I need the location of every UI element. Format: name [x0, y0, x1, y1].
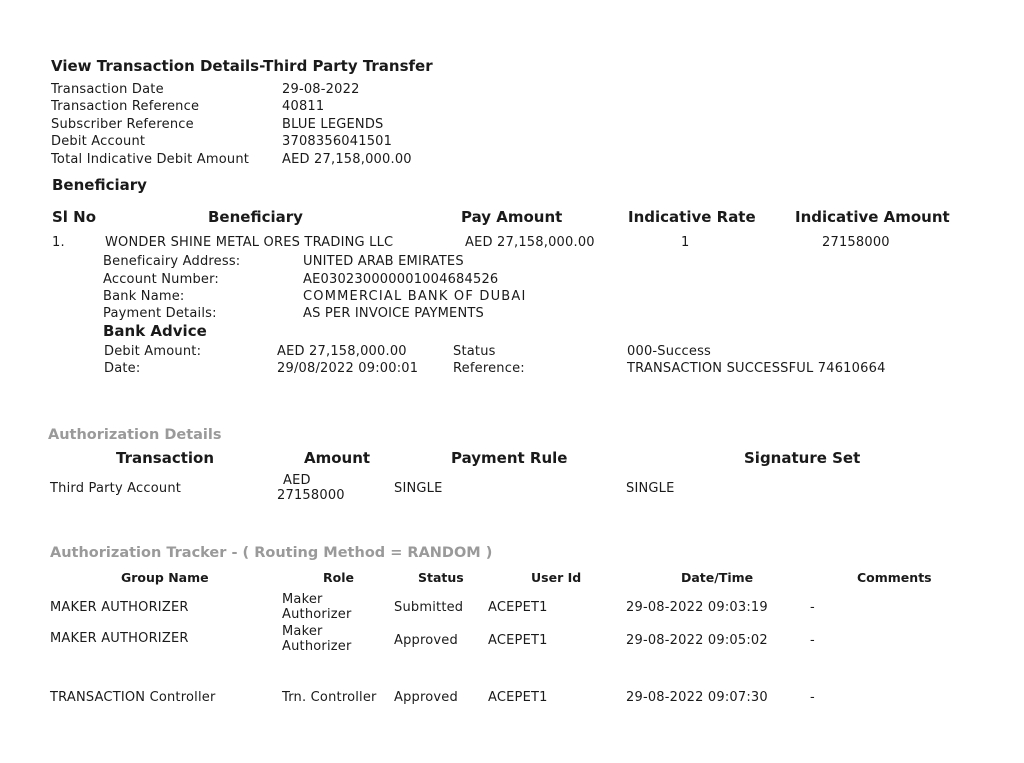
detail-value: AE030230000001004684526: [303, 272, 499, 287]
signature-set-cell: SINGLE: [626, 481, 675, 496]
beneficiary-heading: Beneficiary: [52, 176, 147, 194]
beneficiary-name-cell: WONDER SHINE METAL ORES TRADING LLC: [105, 235, 394, 250]
summary-label: Debit Account: [51, 134, 146, 149]
amount-value-cell: 27158000: [277, 488, 345, 503]
datetime-cell: 29-08-2022 09:05:02: [626, 633, 768, 648]
comments-cell: -: [810, 690, 815, 705]
column-header-indicative-amount: Indicative Amount: [795, 208, 950, 226]
group-name-cell: MAKER AUTHORIZER: [50, 600, 189, 615]
date-label: Date:: [104, 361, 141, 376]
detail-label: Bank Name:: [103, 289, 185, 304]
status-label: Status: [453, 344, 496, 359]
detail-label: Payment Details:: [103, 306, 217, 321]
indicative-rate-cell: 1: [681, 235, 690, 250]
bank-advice-heading: Bank Advice: [103, 322, 207, 340]
detail-value: UNITED ARAB EMIRATES: [303, 254, 464, 269]
column-header-beneficiary: Beneficiary: [208, 208, 303, 226]
datetime-cell: 29-08-2022 09:03:19: [626, 600, 768, 615]
debit-amount-label: Debit Amount:: [104, 344, 202, 359]
summary-label: Transaction Reference: [51, 99, 200, 114]
sl-no-cell: 1.: [52, 235, 65, 250]
comments-cell: -: [810, 633, 815, 648]
summary-value: AED 27,158,000.00: [282, 152, 412, 167]
summary-value: 29-08-2022: [282, 82, 360, 97]
authorization-tracker-heading: Authorization Tracker - ( Routing Method = RANDOM ): [50, 545, 493, 561]
role-line: Authorizer: [282, 639, 352, 654]
date-value: 29/08/2022 09:00:01: [277, 361, 419, 376]
group-name-cell: MAKER AUTHORIZER: [50, 631, 189, 646]
detail-label: Account Number:: [103, 272, 219, 287]
user-id-cell: ACEPET1: [488, 600, 548, 615]
group-name-cell: TRANSACTION Controller: [50, 690, 216, 705]
column-header-payment-rule: Payment Rule: [451, 449, 568, 467]
detail-value: COMMERCIAL BANK OF DUBAI: [303, 289, 527, 304]
summary-value: BLUE LEGENDS: [282, 117, 384, 132]
role-cell: [282, 624, 352, 654]
role-line: Maker: [282, 592, 323, 607]
column-header-amount: Amount: [304, 449, 371, 467]
role-line: Maker: [282, 624, 323, 639]
summary-value: 40811: [282, 99, 325, 114]
status-value: 000-Success: [627, 344, 712, 359]
column-header-indicative-rate: Indicative Rate: [628, 208, 756, 226]
column-header-transaction: Transaction: [116, 449, 215, 467]
column-header-user-id: User Id: [531, 570, 582, 585]
user-id-cell: ACEPET1: [488, 690, 548, 705]
transaction-cell: Third Party Account: [50, 481, 182, 496]
reference-label: Reference:: [453, 361, 525, 376]
summary-label: Transaction Date: [51, 82, 164, 97]
role-cell: Trn. Controller: [282, 690, 377, 705]
column-header-comments: Comments: [857, 570, 932, 585]
detail-value: AS PER INVOICE PAYMENTS: [303, 306, 484, 321]
column-header-role: Role: [323, 570, 354, 585]
amount-currency-cell: AED: [283, 473, 311, 488]
column-header-group-name: Group Name: [121, 570, 209, 585]
datetime-cell: 29-08-2022 09:07:30: [626, 690, 768, 705]
indicative-amount-cell: 27158000: [822, 235, 890, 250]
payment-rule-cell: SINGLE: [394, 481, 443, 496]
comments-cell: -: [810, 600, 815, 615]
role-cell: [282, 592, 352, 622]
status-cell: Submitted: [394, 600, 464, 615]
detail-label: Beneficairy Address:: [103, 254, 241, 269]
user-id-cell: ACEPET1: [488, 633, 548, 648]
authorization-details-heading: Authorization Details: [48, 427, 222, 443]
summary-label: Subscriber Reference: [51, 117, 194, 132]
status-cell: Approved: [394, 633, 458, 648]
column-header-signature-set: Signature Set: [744, 449, 861, 467]
summary-label: Total Indicative Debit Amount: [51, 152, 250, 167]
debit-amount-value: AED 27,158,000.00: [277, 344, 407, 359]
page-title: View Transaction Details-Third Party Transfer: [51, 57, 433, 75]
column-header-status: Status: [418, 570, 464, 585]
role-line: Authorizer: [282, 607, 352, 622]
summary-value: 3708356041501: [282, 134, 393, 149]
column-header-datetime: Date/Time: [681, 570, 754, 585]
status-cell: Approved: [394, 690, 458, 705]
pay-amount-cell: AED 27,158,000.00: [465, 235, 595, 250]
column-header-pay-amount: Pay Amount: [461, 208, 563, 226]
reference-value: TRANSACTION SUCCESSFUL 74610664: [627, 361, 886, 376]
column-header-sl-no: Sl No: [52, 208, 97, 226]
